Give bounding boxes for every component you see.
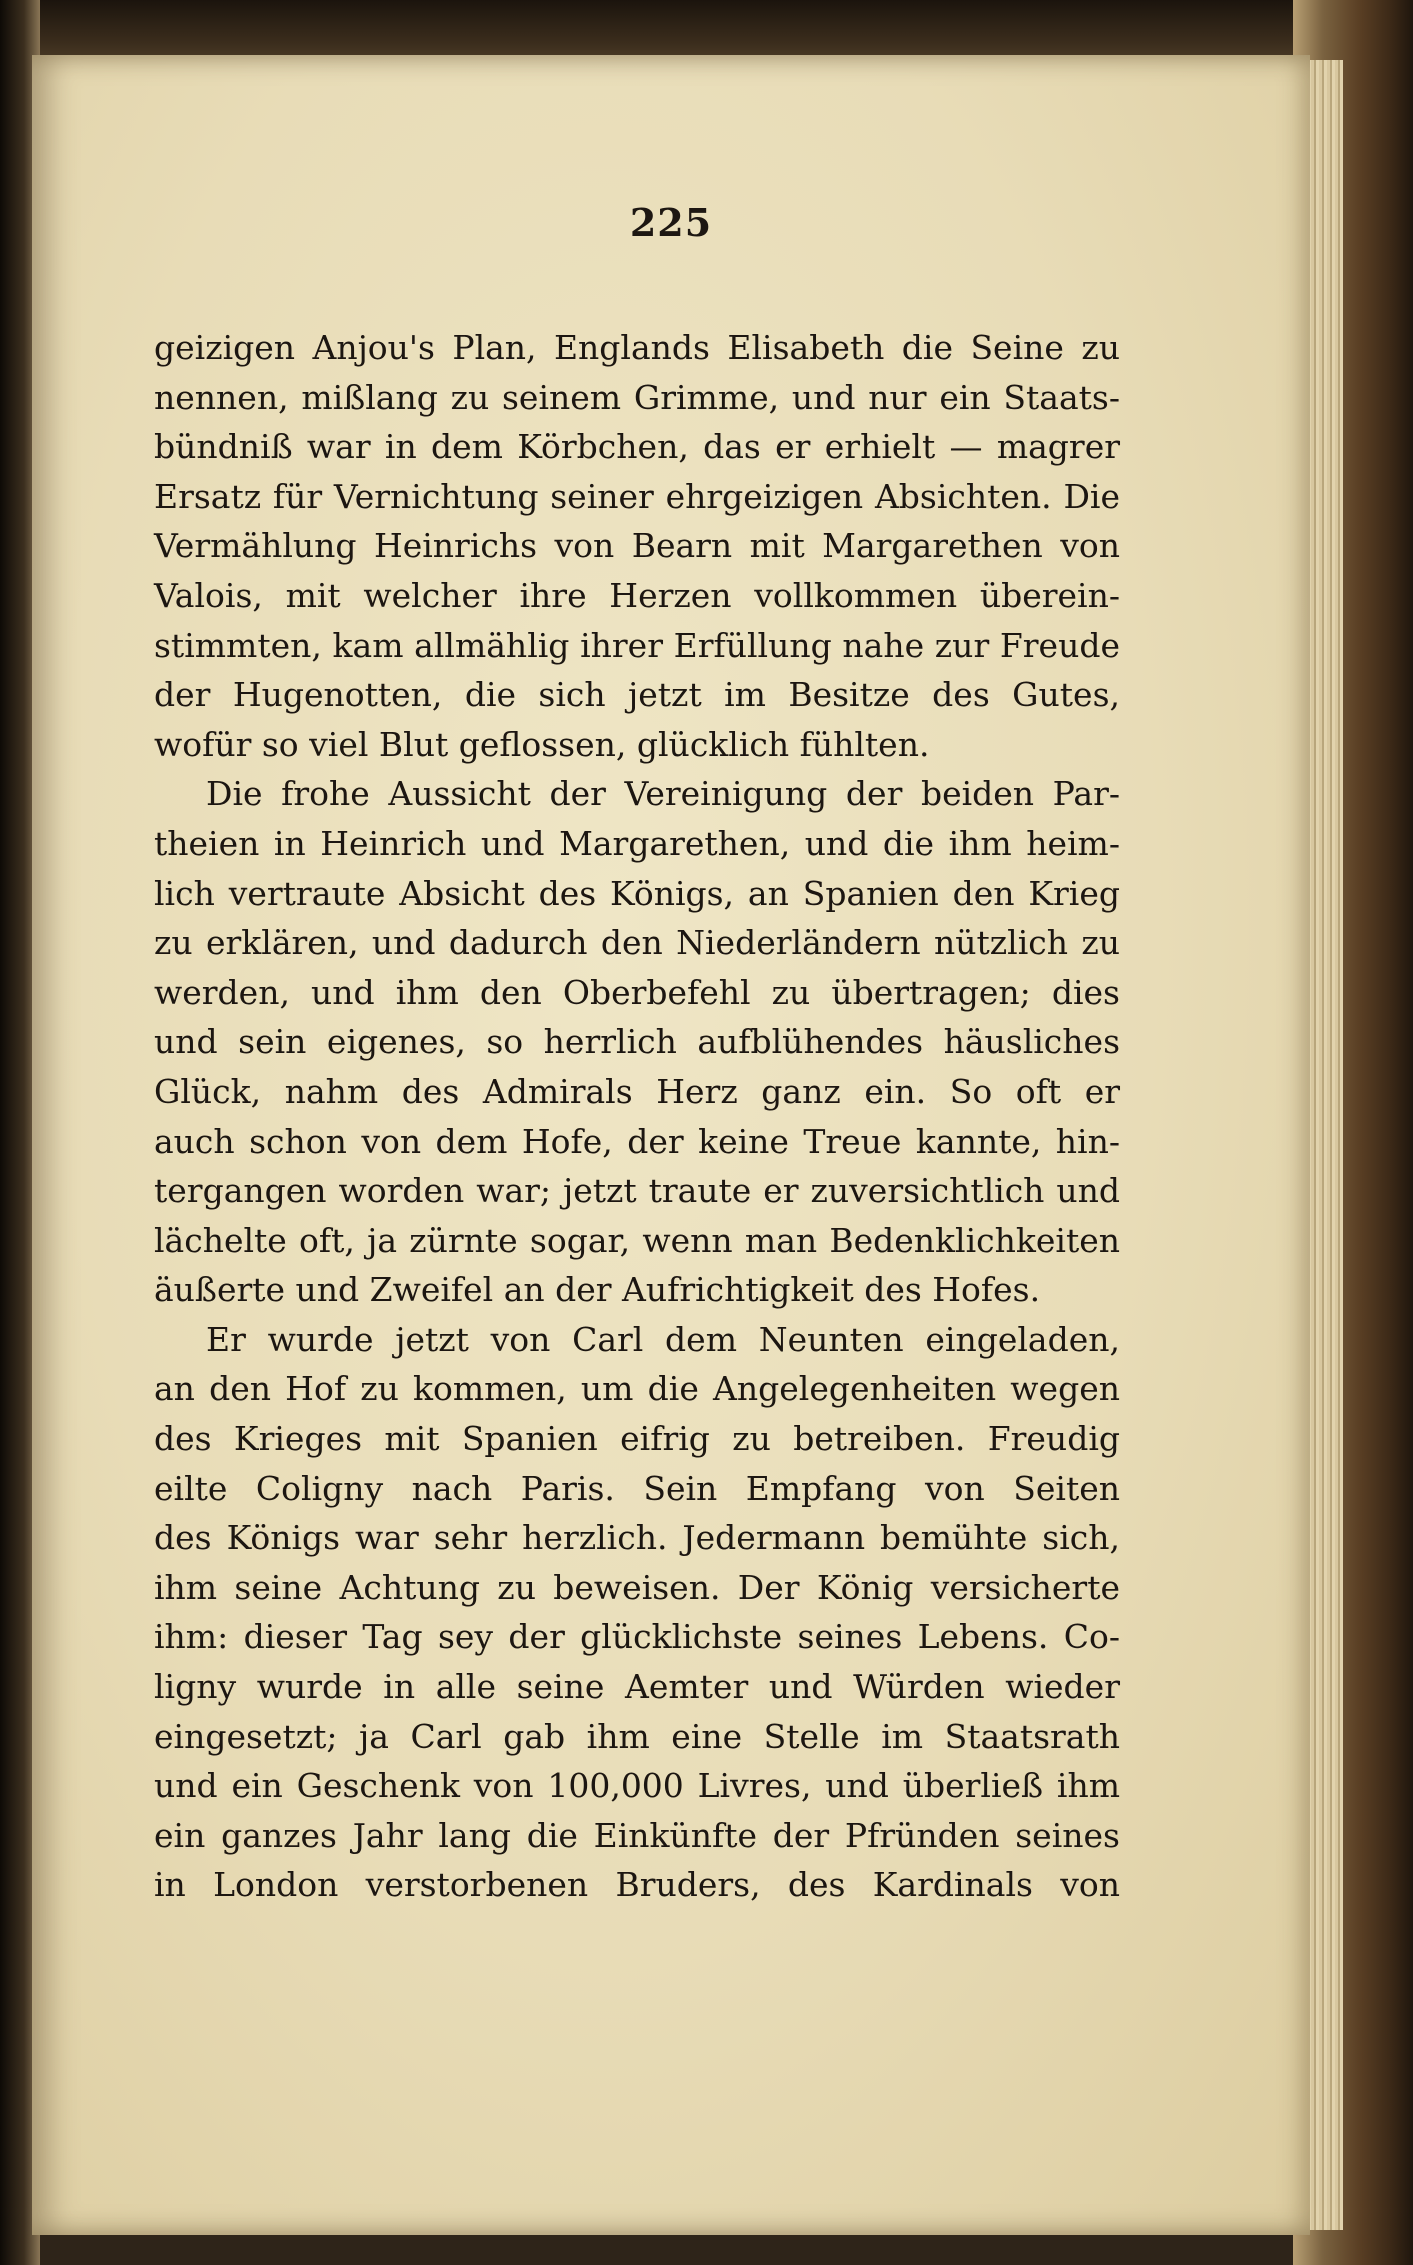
text-line: lich vertraute Absicht des Königs, an Spanien den Krieg (154, 873, 1120, 913)
paragraph-1 (154, 323, 1120, 769)
text-line: eilte Coligny nach Paris. Sein Empfang von Seiten (154, 1468, 1120, 1508)
text-line: äußerte und Zweifel an der Aufrichtigkeit des Hofes. (154, 1270, 1041, 1310)
text-line: Die frohe Aussicht der Vereinigung der beiden Par- (206, 774, 1120, 814)
text-line: wofür so viel Blut geflossen, glücklich fühlten. (154, 724, 930, 764)
paragraph-3 (154, 1315, 1120, 1910)
text-line: des Krieges mit Spanien eifrig zu betreiben. Freudig (154, 1419, 1120, 1459)
text-block (154, 323, 1120, 1910)
text-line: zu erklären, und dadurch den Niederländern nützlich zu (154, 923, 1120, 963)
book-page (32, 55, 1310, 2235)
text-line: nennen, mißlang zu seinem Grimme, und nur ein Staats- (154, 377, 1120, 417)
text-line: stimmten, kam allmählig ihrer Erfüllung nahe zur Freude (154, 625, 1120, 665)
text-line: und ein Geschenk von 100,000 Livres, und überließ ihm (154, 1766, 1120, 1806)
book-top-edge (0, 0, 1413, 60)
text-line: der Hugenotten, die sich jetzt im Besitze des Gutes, (154, 675, 1120, 715)
text-line: ihm seine Achtung zu beweisen. Der König versicherte (154, 1567, 1120, 1607)
text-line: theien in Heinrich und Margarethen, und die ihm heim- (154, 823, 1120, 863)
text-line: eingesetzt; ja Carl gab ihm eine Stelle im Staatsrath (154, 1716, 1120, 1756)
text-line: in London verstorbenen Bruders, des Kardinals von (154, 1865, 1120, 1905)
page-number: 225 (629, 200, 713, 245)
text-line: ein ganzes Jahr lang die Einkünfte der Pfründen seines (154, 1815, 1120, 1855)
text-line: lächelte oft, ja zürnte sogar, wenn man Bedenklichkeiten (154, 1220, 1120, 1260)
text-line: ihm: dieser Tag sey der glücklichste seines Lebens. Co- (154, 1617, 1120, 1657)
text-line: bündniß war in dem Körbchen, das er erhielt — magrer (154, 427, 1120, 467)
text-line: tergangen worden war; jetzt traute er zuversichtlich und (154, 1171, 1120, 1211)
text-line: ligny wurde in alle seine Aemter und Würden wieder (154, 1667, 1120, 1707)
text-line: werden, und ihm den Oberbefehl zu übertragen; dies (154, 972, 1120, 1012)
text-line: des Königs war sehr herzlich. Jedermann bemühte sich, (154, 1518, 1120, 1558)
text-line: Valois, mit welcher ihre Herzen vollkommen überein- (154, 575, 1120, 615)
text-line: Ersatz für Vernichtung seiner ehrgeizigen Absichten. Die (154, 476, 1120, 516)
text-line: Er wurde jetzt von Carl dem Neunten eingeladen, (206, 1319, 1120, 1359)
text-line: an den Hof zu kommen, um die Angelegenheiten wegen (154, 1369, 1120, 1409)
paragraph-2 (154, 769, 1120, 1315)
text-line: und sein eigenes, so herrlich aufblühendes häusliches (154, 1022, 1120, 1062)
text-line: auch schon von dem Hofe, der keine Treue kannte, hin- (154, 1121, 1120, 1161)
text-line: Glück, nahm des Admirals Herz ganz ein. So oft er (154, 1071, 1120, 1111)
text-line: geizigen Anjou's Plan, Englands Elisabeth die Seine zu (154, 328, 1120, 367)
text-line: Vermählung Heinrichs von Bearn mit Margarethen von (154, 526, 1120, 566)
